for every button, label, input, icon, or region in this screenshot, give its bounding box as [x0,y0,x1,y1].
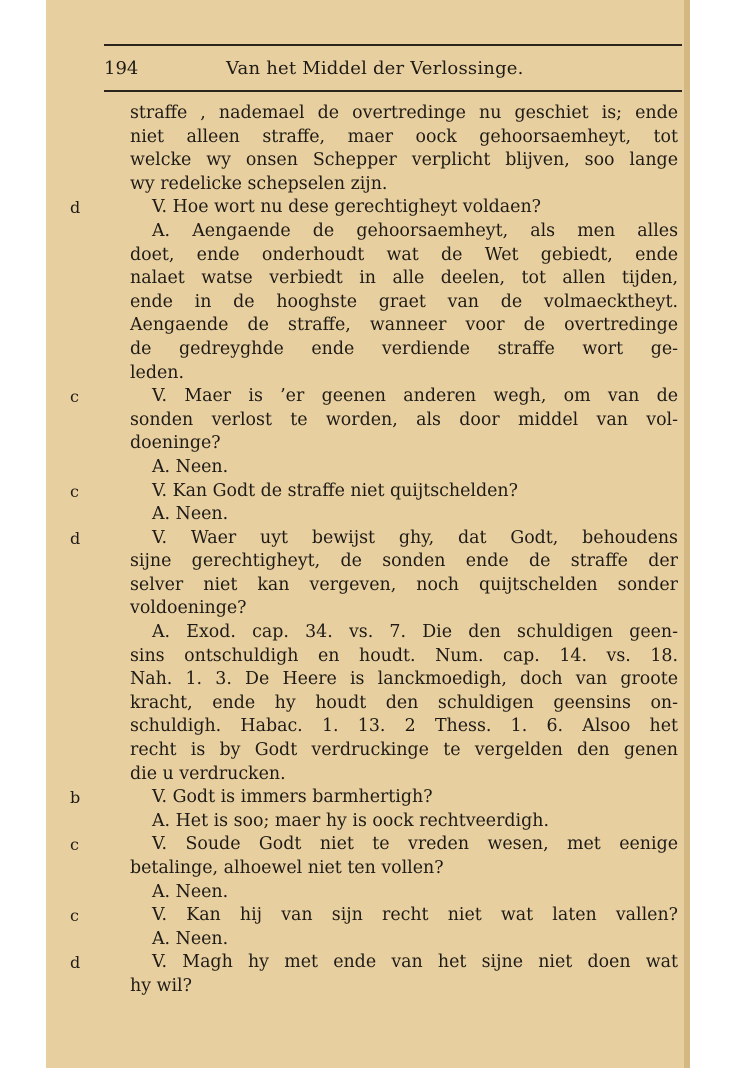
text-line [130,244,678,268]
page-number: 194 [104,58,139,79]
line-text: doet, ende onderhoudt wat de Wet gebiedt, ende [130,244,678,265]
text-line [130,692,678,716]
text-line [130,645,678,669]
line-text: V. Waer uyt bewijst ghy, dat Godt, behoudens [152,527,678,548]
text-line [130,715,678,739]
line-text: A. Het is soo; maer hy is oock rechtveerdigh. [152,810,549,831]
line-text: hy wil? [130,975,192,996]
text-line [130,102,678,126]
line-text: A. Neen. [152,881,229,902]
text-line [130,597,678,621]
line-text: sonden verlost te worden, als door middel van vol- [130,409,678,430]
line-text: A. Aengaende de gehoorsaemheyt, als men alles [152,220,678,241]
line-text: recht is by Godt verdruckinge te vergelden den genen [130,740,678,761]
margin-marker: c [70,481,79,501]
line-text: de gedreyghde ende verdiende straffe wort ge- [130,338,678,359]
margin-marker: c [70,387,79,407]
line-text: schuldigh. Habac. 1. 13. 2 Thess. 1. 6. Alsoo het [130,716,678,737]
text-line [130,975,678,999]
text-line [70,527,678,551]
text-line [130,668,678,692]
text-line [130,338,678,362]
line-text: A. Neen. [152,456,229,477]
line-text: straffe , nademael de overtredinge nu geschiet is; ende [130,103,678,123]
text-line [130,314,678,338]
text-line [130,432,678,456]
line-text: V. Godt is immers barmhertigh? [152,787,433,808]
line-text: A. Neen. [152,504,229,525]
line-text: sijne gerechtigheyt, de sonden ende de straffe der [130,551,678,572]
page-edge-shadow [684,0,690,1068]
text-line [130,409,678,433]
text-line [130,126,678,150]
line-text: betalinge, alhoewel niet ten vollen? [130,858,444,878]
line-text: V. Hoe wort nu dese gerechtigheyt voldaen? [152,197,541,218]
margin-marker: b [70,788,81,808]
line-text: Aengaende de straffe, wanneer voor de overtredinge [130,315,678,336]
text-line [130,621,678,645]
text-line [130,574,678,598]
line-text: leden. [130,362,185,383]
line-text: A. Exod. cap. 34. vs. 7. Die den schuldigen geen- [152,622,678,643]
text-line [70,904,678,928]
text-line [70,833,678,857]
line-text: selver niet kan vergeven, noch quijtschelden sonder [130,574,678,595]
text-line [130,857,678,881]
text-line [70,196,678,220]
text-line [130,291,678,315]
line-text: die u verdrucken. [130,763,286,784]
margin-marker: c [70,906,79,926]
text-line [130,149,678,173]
line-text: niet alleen straffe, maer oock gehoorsaemheyt, tot [130,126,678,147]
margin-marker: d [70,198,81,218]
line-text: doeninge? [130,433,221,454]
text-line [70,385,678,409]
header-rule-top [104,44,682,46]
line-text: A. Neen. [152,928,229,949]
margin-marker: c [70,835,79,855]
running-title: Van het Middel der Verlossinge. [226,58,524,79]
text-line [130,739,678,763]
line-text: Nah. 1. 3. De Heere is lanckmoedigh, doch van groote [130,669,678,690]
line-text: nalaet watse verbiedt in alle deelen, tot allen tijden, [130,268,678,289]
line-text: kracht, ende hy houdt den schuldigen geensins on- [130,692,678,713]
text-line [130,550,678,574]
line-text: voldoeninge? [130,598,247,619]
text-line [70,951,678,975]
text-line [70,786,678,810]
page-header [104,56,682,82]
line-text: V. Kan Godt de straffe niet quijtschelden? [152,480,518,501]
text-line [130,456,678,480]
text-line [130,503,678,527]
line-text: V. Kan hij van sijn recht niet wat laten vallen? [152,905,678,926]
line-text: V. Maer is ’er geenen anderen wegh, om van de [152,386,678,407]
line-text: ende in de hooghste graet van de volmaecktheyt. [130,291,678,312]
line-text: sins ontschuldigh en houdt. Num. cap. 14. vs. 18. [130,645,678,666]
margin-marker: d [70,528,81,548]
body-text [70,102,678,999]
book-page [46,0,690,1068]
text-line [130,810,678,834]
text-line [130,362,678,386]
line-text: V. Magh hy met ende van het sijne niet doen wat [152,952,678,973]
line-text: welcke wy onsen Schepper verplicht blijven, soo lange [130,150,678,171]
margin-marker: d [70,953,81,973]
text-line [130,220,678,244]
text-line [130,173,678,197]
text-line [70,480,678,504]
text-line [130,928,678,952]
text-line [130,267,678,291]
line-text: wy redelicke schepselen zijn. [130,173,388,194]
text-line [130,881,678,905]
text-line [130,763,678,787]
line-text: V. Soude Godt niet te vreden wesen, met eenige [152,834,678,855]
header-rule-bottom [104,90,682,92]
